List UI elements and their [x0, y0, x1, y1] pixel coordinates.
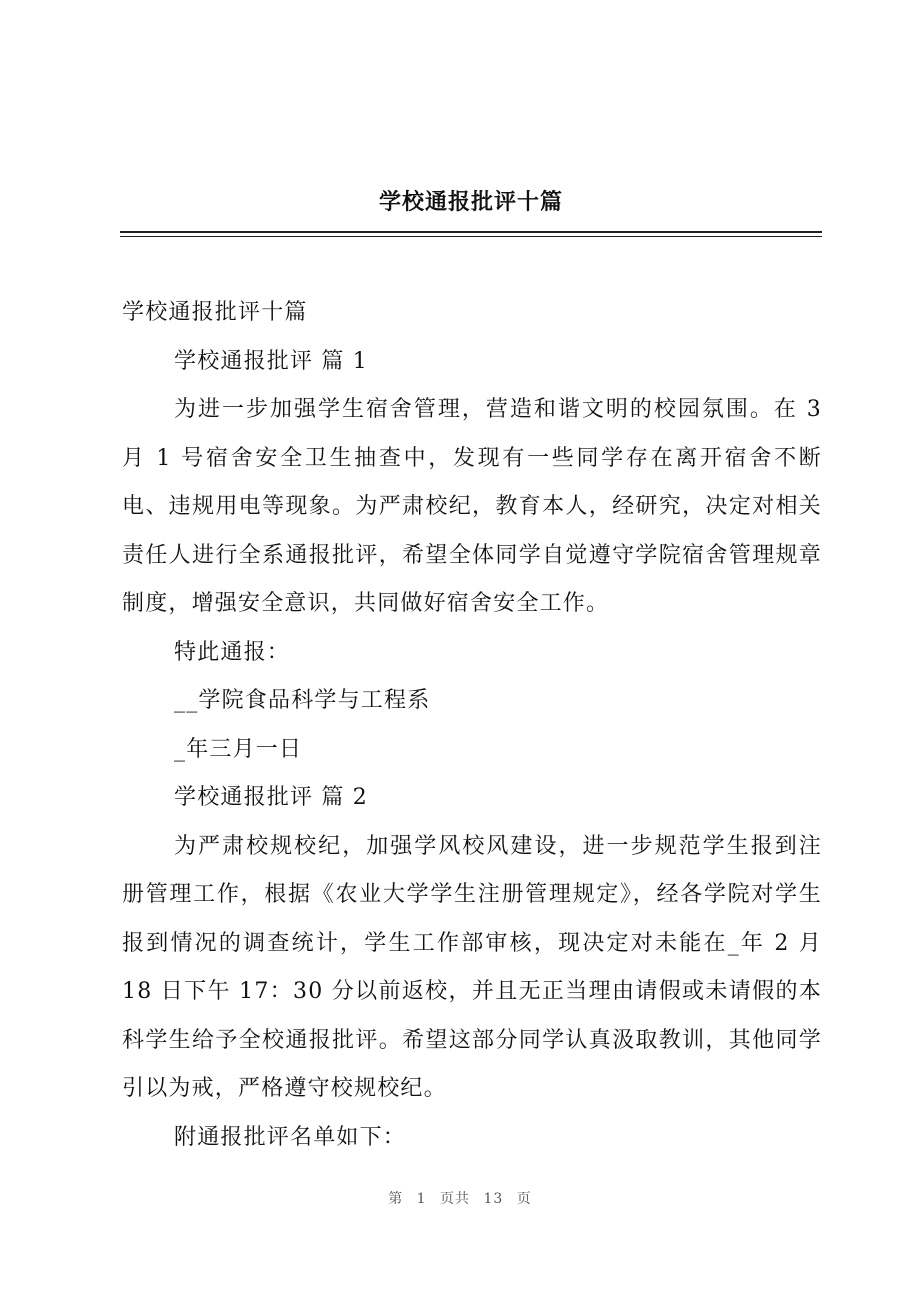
title-divider-thin: [120, 236, 822, 237]
document-header: [120, 185, 822, 237]
document-body: [122, 289, 822, 1162]
section-1-paragraph: 为进一步加强学生宿舍管理，营造和谐文明的校园氛围。在 3 月 1 号宿舍安全卫生抽查中，发现有一些同学存在离开宿舍不断电、违规用电等现象。为严肃校纪，教育本人，经研究，决定对相关责任人进行全系通报批评，希望全体同学自觉遵守学院宿舍管理规章制度，增强安全意识，共同做好宿舍安全工作。: [122, 397, 822, 616]
section-heading-2: 学校通报批评 篇 2: [174, 785, 368, 810]
title-divider-thick: [120, 231, 822, 233]
section-heading-1: 学校通报批评 篇 1: [174, 348, 368, 374]
page-footer: 第 1 页共 13 页: [388, 1191, 532, 1207]
body-heading: 学校通报批评十篇: [122, 300, 308, 325]
document-title: 学校通报批评十篇: [378, 189, 563, 215]
notice-line: 特此通报：: [174, 639, 291, 665]
section-2-paragraph: 为严肃校规校纪，加强学风校风建设，进一步规范学生报到注册管理工作，根据《农业大学学生注册管理规定》，经各学院对学生报到情况的调查统计，学生工作部审核，现决定对未能在_年 2 月 18 日下午 17：30 分以前返校，并且无正当理由请假或未请假的本科学生给予全校通报批评。希望这部分同学认真汲取教训，其他同学引以为戒，严格遵守校规校纪。: [122, 833, 822, 1101]
issuer-line: __学院食品科学与工程系: [174, 688, 431, 713]
date-line: _年三月一日: [174, 736, 303, 762]
list-intro-line: 附通报批评名单如下：: [174, 1124, 407, 1150]
